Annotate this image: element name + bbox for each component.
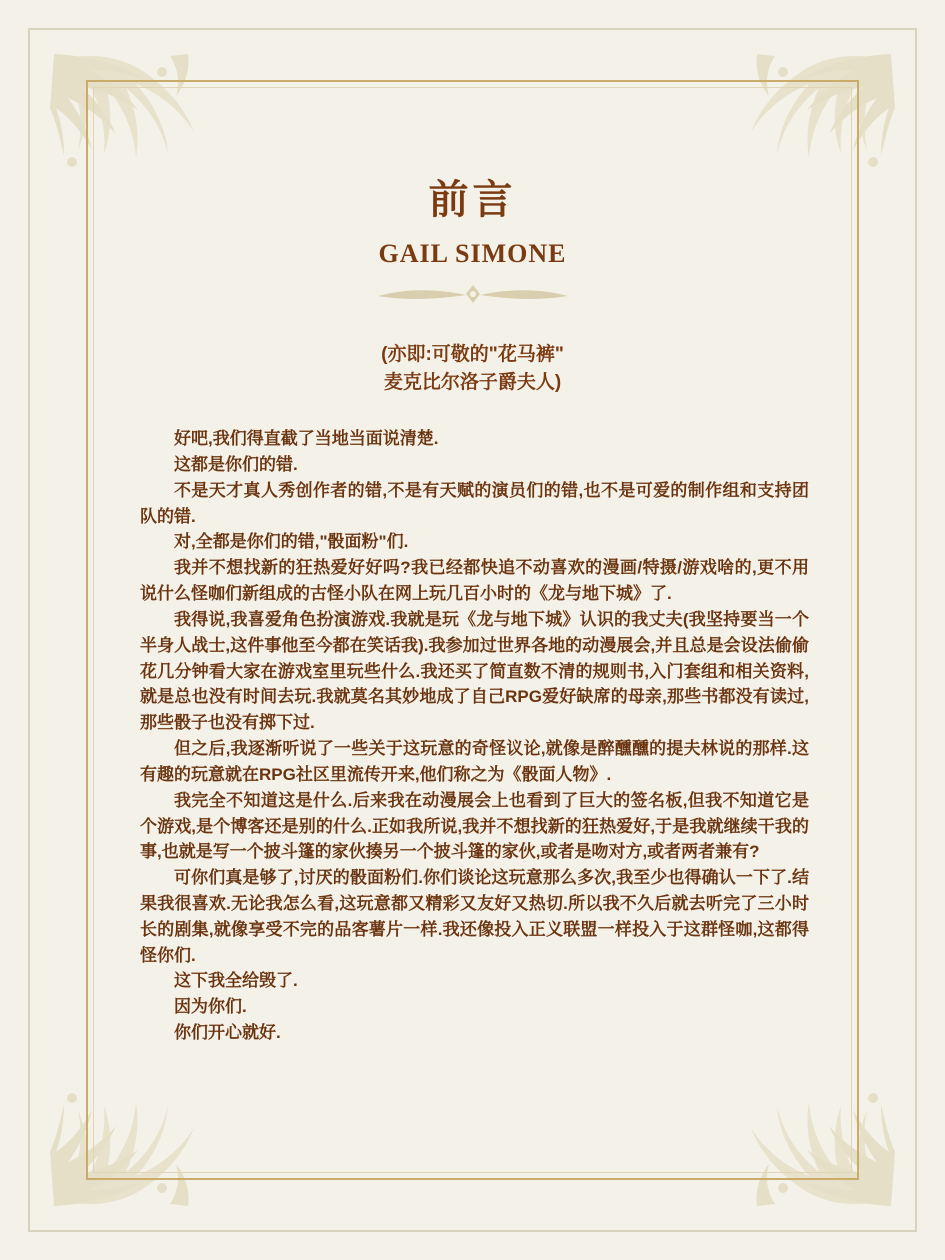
paragraph: 但之后,我逐渐听说了一些关于这玩意的奇怪议论,就像是醉醺醺的提夫林说的那样.这有趣的玩意就在RPG社区里流传开来,他们称之为《骰面人物》. xyxy=(140,739,809,784)
subtitle-line-1: (亦即:可敬的"花马裤" xyxy=(381,344,564,365)
foreword-body xyxy=(140,426,809,1046)
author-name: GAIL SIMONE xyxy=(378,239,567,268)
paragraph: 不是天才真人秀创作者的错,不是有天赋的演员们的错,也不是可爱的制作组和支持团队的错. xyxy=(140,480,809,526)
page-title: 前言 xyxy=(428,178,517,222)
paragraph: 我完全不知道这是什么.后来我在动漫展会上也看到了巨大的签名板,但我不知道它是个游戏,是个博客还是别的什么.正如我所说,我并不想找新的狂热爱好,于是我就继续干我的事,也就是写一个披斗篷的家伙揍另一个披斗篷的家伙,或者是吻对方,或者两者兼有? xyxy=(140,790,809,862)
paragraph: 这下我全给毁了. xyxy=(174,971,298,991)
paragraph: 好吧,我们得直截了当地当面说清楚. xyxy=(174,429,439,449)
paragraph: 因为你们. xyxy=(174,997,247,1017)
paragraph: 你们开心就好. xyxy=(174,1023,281,1043)
ornamental-divider-icon xyxy=(368,283,578,309)
paragraph: 这都是你们的错. xyxy=(174,454,298,474)
paragraph: 我并不想找新的狂热爱好好吗?我已经都快追不动喜欢的漫画/特摄/游戏啥的,更不用说什么怪咖们新组成的古怪小队在网上玩几百小时的《龙与地下城》了. xyxy=(140,558,809,604)
paragraph: 我得说,我喜爱角色扮演游戏.我就是玩《龙与地下城》认识的我丈夫(我坚持要当一个半身人战士,这件事他至今都在笑话我).我参加过世界各地的动漫展会,并且总是会设法偷偷花几分钟看大家在游戏室里玩些什么.我还买了简直数不清的规则书,入门套组和相关资料,就是总也没有时间去玩.我就莫名其妙地成了自己RPG爱好缺席的母亲,那些书都没有读过,那些骰子也没有掷下过. xyxy=(140,609,809,733)
subtitle-line-2: 麦克比尔洛子爵夫人) xyxy=(383,371,562,393)
subtitle xyxy=(120,341,825,396)
paragraph: 可你们真是够了,讨厌的骰面粉们.你们谈论这玩意那么多次,我至少也得确认一下了.结果我很喜欢.无论我怎么看,这玩意都又精彩又友好又热切.所以我不久后就去听完了三小时长的剧集,就像享受不完的品客薯片一样.我还像投入正义联盟一样投入于这群怪咖,这都得怪你们. xyxy=(140,868,809,965)
paragraph: 对,全都是你们的错,"骰面粉"们. xyxy=(174,532,409,552)
page-content xyxy=(120,120,825,1140)
